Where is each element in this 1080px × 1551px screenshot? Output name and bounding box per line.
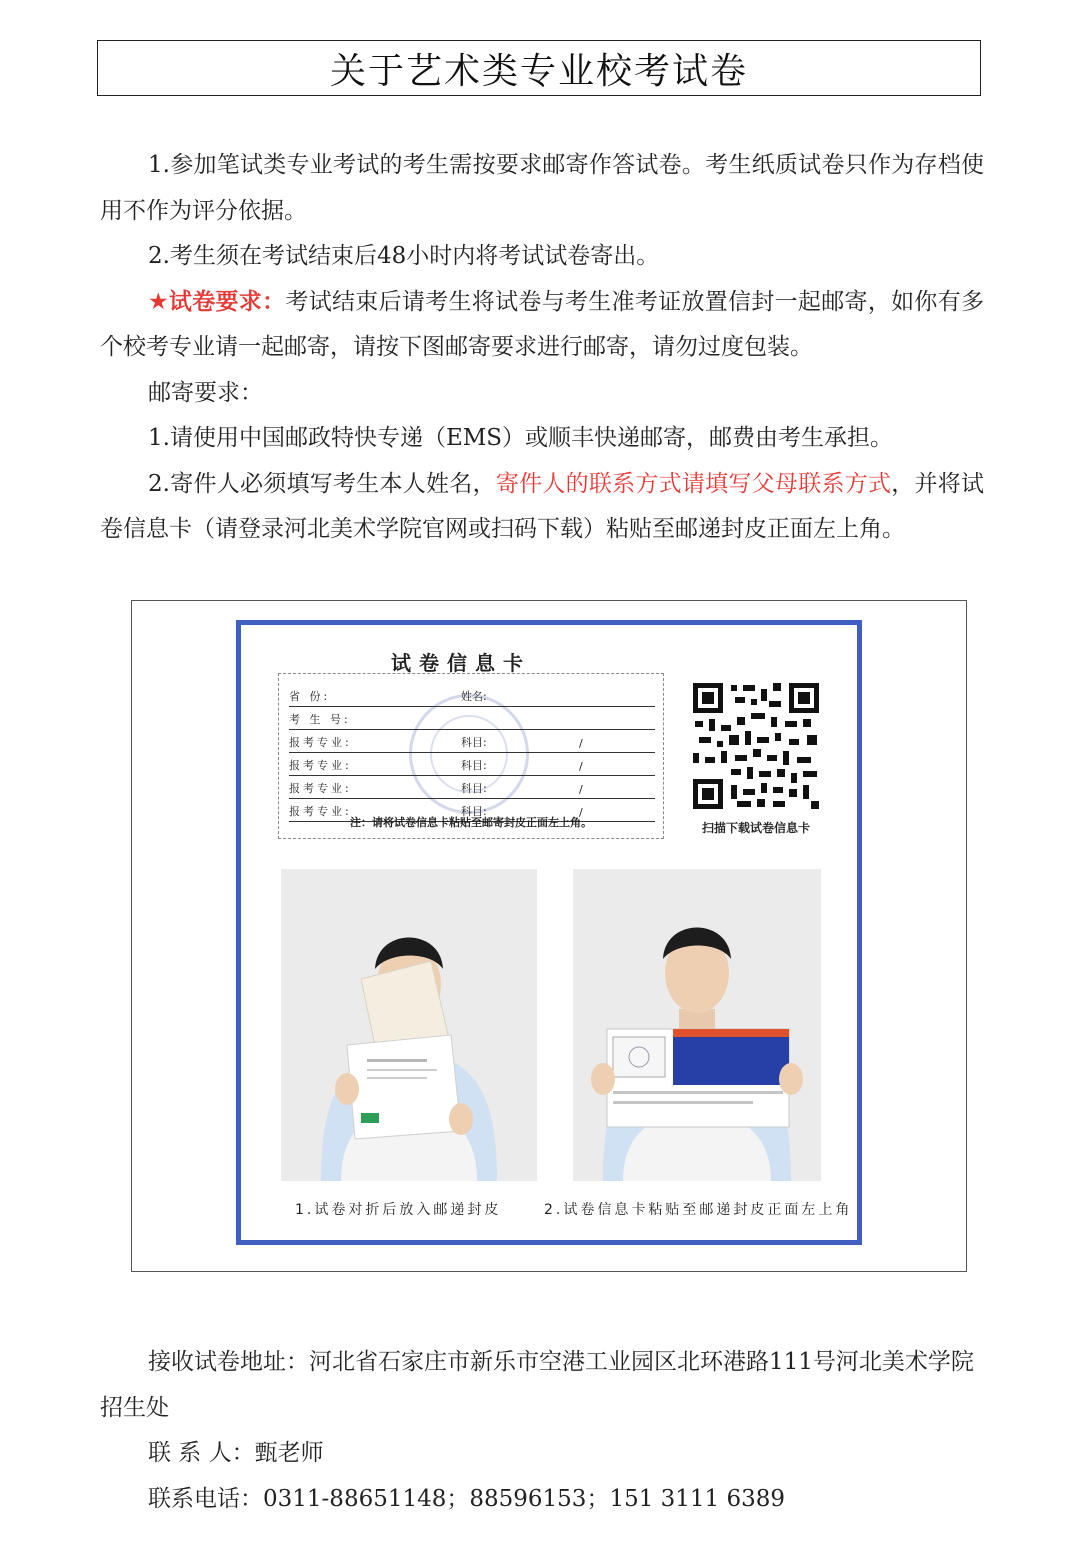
illustration-figure [131,600,967,1272]
card-row-subject: 报考专业: 科目: / [289,753,655,776]
title-box [97,40,981,96]
mail-item-2-highlight: 寄件人的联系方式请填写父母联系方式 [495,470,892,497]
info-card-form [278,673,664,839]
requirement-text: 考试结束后请考生将试卷与考生准考证放置信封一起邮寄，如你有多个校考专业请一起邮寄，请按下图邮寄要求进行邮寄，请勿过度包装。 [100,288,985,360]
qr-code-icon [691,681,821,811]
photo-card-on-envelope [573,869,821,1181]
paragraph-2: 2.考生须在考试结束后48小时内将考试试卷寄出。 [148,243,660,269]
card-row-exam-number: 考 生 号: [289,707,655,730]
card-row-subject: 报考专业: 科目: / [289,730,655,753]
contact-section [100,1340,984,1522]
mail-item-2-start: 2.寄件人必须填写考生本人姓名， [148,470,496,497]
card-row-subject: 报考专业: 科目: / [289,799,655,822]
info-card-illustration [236,620,862,1245]
card-title: 试卷信息卡 [391,651,531,675]
photo-fold-into-envelope [281,869,537,1181]
mail-item-1: 1.请使用中国邮政特快专递（EMS）或顺丰快递邮寄，邮费由考生承担。 [148,425,894,451]
mail-item-2 [100,462,984,553]
card-note: 注：请将试卷信息卡粘贴至邮寄封皮正面左上角。 [350,816,592,829]
qr-caption: 扫描下载试卷信息卡 [701,821,810,835]
page-title: 关于艺术类专业校考试卷 [329,50,748,92]
card-row-subject: 报考专业: 科目: / [289,776,655,799]
contact-phone: 联系电话：0311-88651148；88596153；151 3111 6389 [148,1485,786,1512]
requirement-paragraph [100,280,984,371]
requirement-label: ★试卷要求： [148,288,286,315]
notice-body [100,143,984,553]
card-row-province: 省 份: 姓名: [289,684,655,707]
paragraph-1: 1.参加笔试类专业考试的考生需按要求邮寄作答试卷。考生纸质试卷只作为存档使用不作为评分依据。 [100,152,984,224]
mail-item-2-end: ，并将试卷信息卡（请登录河北美术学院官网或扫码下载）粘贴至邮递封皮正面左上角。 [100,470,985,542]
contact-person: 联 系 人：甄老师 [148,1440,324,1466]
photo-caption-1: 1.试卷对折后放入邮递封皮 [295,1202,502,1218]
photo-caption-2: 2.试卷信息卡粘贴至邮递封皮正面左上角 [544,1202,853,1218]
mail-heading: 邮寄要求： [148,379,263,406]
address: 接收试卷地址：河北省石家庄市新乐市空港工业园区北环港路111号河北美术学院招生处 [100,1349,974,1421]
